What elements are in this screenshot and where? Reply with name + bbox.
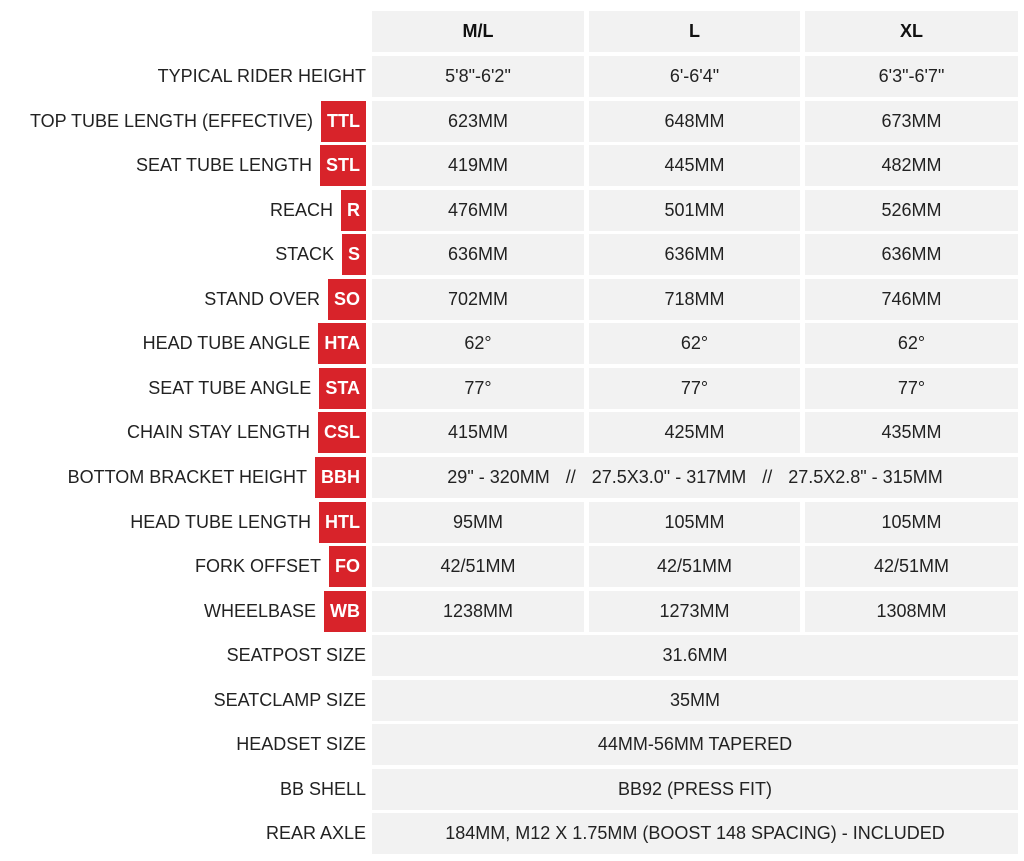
row-label-text: WHEELBASE <box>203 600 316 621</box>
column-header: XL <box>805 11 1018 52</box>
value-cell: 526MM <box>805 190 1018 231</box>
value-cell: 77° <box>372 368 584 409</box>
abbreviation-badge: STA <box>319 368 366 409</box>
row-label-text: HEAD TUBE ANGLE <box>142 333 311 354</box>
value-cell: 636MM <box>372 234 584 275</box>
value-cell: 718MM <box>589 279 800 320</box>
value-cell: 62° <box>372 323 584 364</box>
row-label <box>0 680 366 721</box>
abbreviation-badge: R <box>341 190 366 231</box>
value-cell: 435MM <box>805 412 1018 453</box>
row-label-text: STACK <box>275 244 334 265</box>
value-cell: 62° <box>805 323 1018 364</box>
value-cell: 648MM <box>589 101 800 142</box>
value-cell: 501MM <box>589 190 800 231</box>
value-cell: 1273MM <box>589 591 800 632</box>
value-cell: 5'8"-6'2" <box>372 56 584 97</box>
value-text: 29" - 320MM <box>447 466 550 487</box>
value-cell: 1238MM <box>372 591 584 632</box>
row-label-text: SEATCLAMP SIZE <box>213 689 366 710</box>
row-label-text: SEATPOST SIZE <box>226 645 366 666</box>
value-cell: 184MM, M12 X 1.75MM (BOOST 148 SPACING) - INCLUDED <box>372 813 1018 854</box>
table-row <box>0 145 1024 186</box>
table-row <box>0 368 1024 409</box>
value-cell: 77° <box>805 368 1018 409</box>
row-label-text: FORK OFFSET <box>195 556 321 577</box>
row-label <box>0 769 366 810</box>
value-cell: 31.6MM <box>372 635 1018 676</box>
value-cell: 476MM <box>372 190 584 231</box>
row-label-text: SEAT TUBE LENGTH <box>135 155 312 176</box>
value-cell: 702MM <box>372 279 584 320</box>
abbreviation-badge: HTL <box>319 502 366 543</box>
row-label <box>0 323 366 364</box>
abbreviation-badge: TTL <box>321 101 366 142</box>
table-row <box>0 502 1024 543</box>
value-cell: 6'-6'4" <box>589 56 800 97</box>
column-header: M/L <box>372 11 584 52</box>
table-row <box>0 234 1024 275</box>
row-label <box>0 368 366 409</box>
value-cell: 482MM <box>805 145 1018 186</box>
row-label-text: CHAIN STAY LENGTH <box>126 422 310 443</box>
abbreviation-badge: BBH <box>315 457 366 498</box>
value-cell: 77° <box>589 368 800 409</box>
row-label-text: SEAT TUBE ANGLE <box>148 377 312 398</box>
row-label <box>0 724 366 765</box>
table-row <box>0 323 1024 364</box>
value-cell: 636MM <box>589 234 800 275</box>
row-label-text: BB SHELL <box>279 778 366 799</box>
row-label <box>0 101 366 142</box>
value-cell: 105MM <box>805 502 1018 543</box>
table-row <box>0 101 1024 142</box>
value-text: 27.5X2.8" - 315MM <box>788 466 943 487</box>
abbreviation-badge: S <box>342 234 366 275</box>
row-label-text: REAR AXLE <box>265 823 366 844</box>
value-cell: 62° <box>589 323 800 364</box>
row-label <box>0 502 366 543</box>
table-row <box>0 813 1024 854</box>
row-label <box>0 279 366 320</box>
table-row <box>0 56 1024 97</box>
value-cell: 623MM <box>372 101 584 142</box>
table-row <box>0 591 1024 632</box>
table-row <box>0 190 1024 231</box>
table-row <box>0 279 1024 320</box>
abbreviation-badge: SO <box>328 279 366 320</box>
value-text: 27.5X3.0" - 317MM <box>591 466 747 487</box>
value-cell <box>372 457 1018 498</box>
table-row <box>0 724 1024 765</box>
row-label-text: HEAD TUBE LENGTH <box>130 511 311 532</box>
value-separator: // <box>762 466 773 487</box>
value-cell: 42/51MM <box>805 546 1018 587</box>
value-cell: 746MM <box>805 279 1018 320</box>
row-label-text: STAND OVER <box>204 288 320 309</box>
row-label-text: REACH <box>269 199 333 220</box>
row-label <box>0 457 366 498</box>
table-row <box>0 412 1024 453</box>
abbreviation-badge: CSL <box>318 412 366 453</box>
value-cell: 6'3"-6'7" <box>805 56 1018 97</box>
value-cell: 445MM <box>589 145 800 186</box>
abbreviation-badge: STL <box>320 145 366 186</box>
value-cell: 44MM-56MM TAPERED <box>372 724 1018 765</box>
value-cell: 415MM <box>372 412 584 453</box>
value-cell: 42/51MM <box>589 546 800 587</box>
table-row <box>0 635 1024 676</box>
value-cell: 95MM <box>372 502 584 543</box>
table-row <box>0 546 1024 587</box>
value-cell: 425MM <box>589 412 800 453</box>
value-separator: // <box>565 466 576 487</box>
row-label-text: TOP TUBE LENGTH (EFFECTIVE) <box>29 110 313 131</box>
row-label <box>0 412 366 453</box>
row-label <box>0 190 366 231</box>
value-cell: BB92 (PRESS FIT) <box>372 769 1018 810</box>
table-row <box>0 769 1024 810</box>
abbreviation-badge: HTA <box>318 323 366 364</box>
value-cell: 42/51MM <box>372 546 584 587</box>
row-label-text: BOTTOM BRACKET HEIGHT <box>67 466 307 487</box>
column-header: L <box>589 11 800 52</box>
abbreviation-badge: FO <box>329 546 366 587</box>
row-label <box>0 145 366 186</box>
table-row <box>0 457 1024 498</box>
row-label <box>0 635 366 676</box>
value-cell: 673MM <box>805 101 1018 142</box>
row-label <box>0 546 366 587</box>
value-cell: 419MM <box>372 145 584 186</box>
row-label <box>0 56 366 97</box>
value-cell: 636MM <box>805 234 1018 275</box>
table-row <box>0 680 1024 721</box>
row-label-text: HEADSET SIZE <box>236 734 366 755</box>
row-label <box>0 591 366 632</box>
value-cell: 35MM <box>372 680 1018 721</box>
row-label <box>0 234 366 275</box>
row-label-text: TYPICAL RIDER HEIGHT <box>157 66 366 86</box>
value-cell: 105MM <box>589 502 800 543</box>
value-cell: 1308MM <box>805 591 1018 632</box>
row-label <box>0 813 366 854</box>
abbreviation-badge: WB <box>324 591 366 632</box>
